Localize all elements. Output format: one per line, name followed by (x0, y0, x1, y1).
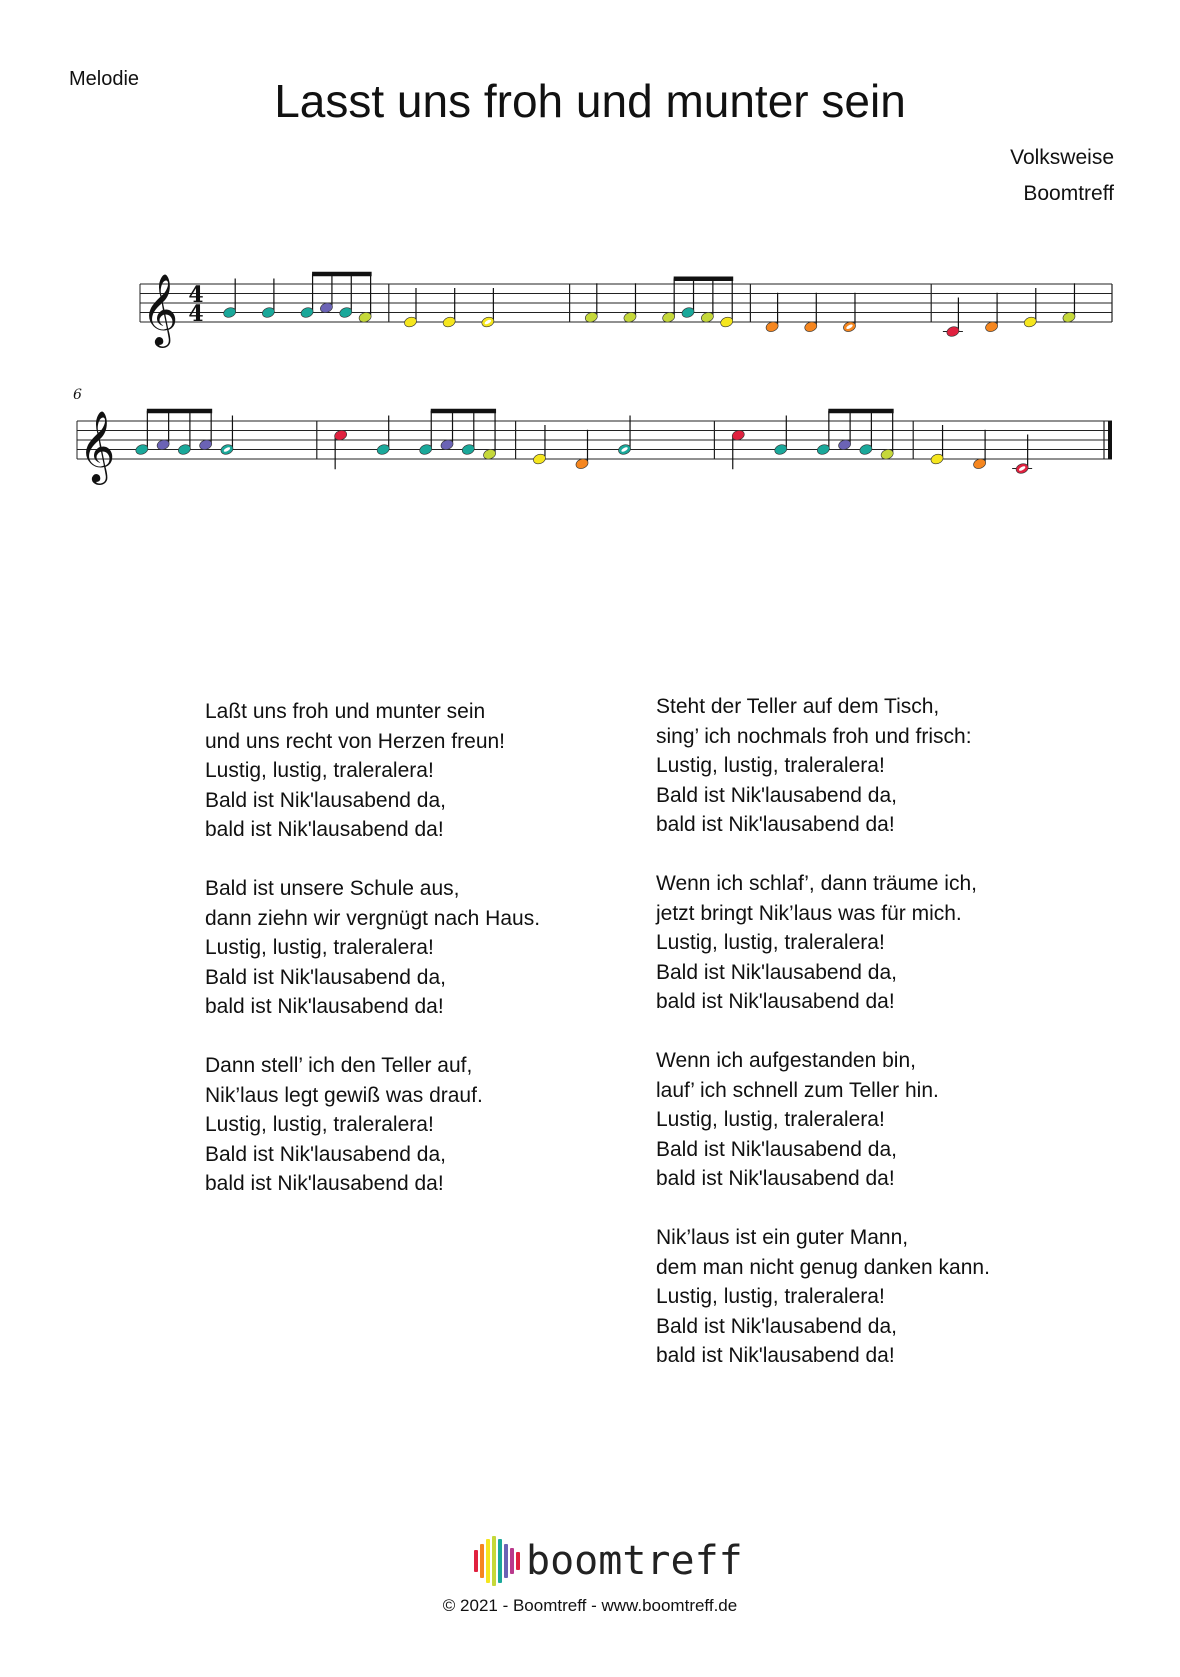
lyrics-stanza (656, 1223, 990, 1371)
lyrics-line: bald ist Nik'lausabend da! (205, 818, 444, 841)
note-beam (431, 409, 496, 414)
lyrics-line: Lustig, lustig, traleralera! (205, 1113, 434, 1136)
lyrics-column-left (205, 697, 540, 1228)
logo-text: boomtreff (526, 1538, 743, 1584)
lyrics-line: Bald ist Nik'lausabend da, (656, 1137, 897, 1161)
logo-bar (504, 1544, 508, 1578)
lyrics-stanza (205, 697, 540, 845)
lyrics-line: bald ist Nik'lausabend da! (205, 995, 444, 1018)
lyrics-line: Lustig, lustig, traleralera! (656, 1108, 885, 1131)
lyrics-line: Dann stell’ ich den Teller auf, (205, 1054, 473, 1077)
logo-bar (486, 1539, 490, 1583)
lyrics-stanza (656, 692, 990, 840)
lyrics-line: Bald ist Nik'lausabend da, (656, 960, 897, 984)
lyrics-line: bald ist Nik'lausabend da! (656, 813, 895, 836)
treble-clef-icon: 𝄞 (78, 409, 116, 482)
treble-clef-icon: 𝄞 (141, 272, 179, 345)
lyrics-stanza (205, 1051, 540, 1199)
lyrics-line: Wenn ich schlaf’, dann träume ich, (656, 872, 977, 895)
arranger-label: Boomtreff (1023, 182, 1114, 205)
time-signature-bottom: 4 (188, 301, 204, 327)
lyrics-line: Lustig, lustig, traleralera! (205, 936, 434, 959)
lyrics-line: Steht der Teller auf dem Tisch, (656, 695, 940, 718)
lyrics-line: und uns recht von Herzen freun! (205, 729, 506, 753)
lyrics-stanza (656, 869, 990, 1017)
lyrics-line: Wenn ich aufgestanden bin, (656, 1049, 916, 1072)
lyrics-stanza (205, 874, 540, 1022)
logo-bar (498, 1539, 502, 1583)
note-beam (312, 272, 372, 277)
logo-bar (492, 1536, 496, 1586)
lyrics-line: dem man nicht genug danken kann. (656, 1255, 990, 1279)
lyrics-line: sing’ ich nochmals froh und frisch: (656, 724, 972, 748)
time-signature-top: 4 (188, 282, 204, 308)
lyrics-line: bald ist Nik'lausabend da! (656, 1344, 895, 1367)
lyrics-line: bald ist Nik'lausabend da! (656, 1167, 895, 1190)
lyrics-line: Laßt uns froh und munter sein (205, 700, 486, 723)
logo-bar (474, 1550, 478, 1572)
lyrics-line: bald ist Nik'lausabend da! (656, 990, 895, 1013)
logo-bar (480, 1544, 484, 1578)
lyrics-line: jetzt bringt Nik’laus was für mich. (656, 901, 962, 925)
lyrics-line: dann ziehn wir vergnügt nach Haus. (205, 906, 541, 930)
logo-bar (510, 1548, 514, 1574)
lyrics-line: Bald ist Nik'lausabend da, (205, 788, 446, 812)
logo-bar (516, 1552, 520, 1570)
lyrics-line: Nik’laus ist ein guter Mann, (656, 1226, 909, 1249)
lyrics-line: Lustig, lustig, traleralera! (205, 759, 434, 782)
lyrics-line: Bald ist unsere Schule aus, (205, 877, 460, 900)
final-barline-thick (1108, 421, 1112, 459)
lyrics-line: Bald ist Nik'lausabend da, (656, 1314, 897, 1338)
instrument-label: Melodie (69, 68, 140, 90)
lyrics-line: Lustig, lustig, traleralera! (656, 1285, 885, 1308)
lyrics-line: Bald ist Nik'lausabend da, (205, 965, 446, 989)
composer-label: Volksweise (1010, 146, 1114, 169)
boomtreff-logo (474, 1536, 743, 1586)
note-beam (828, 409, 893, 414)
note-beam (674, 277, 734, 282)
song-title: Lasst uns froh und munter sein (274, 75, 906, 127)
lyrics-line: Nik’laus legt gewiß was drauf. (205, 1083, 483, 1107)
lyrics-line: Lustig, lustig, traleralera! (656, 754, 885, 777)
music-score (0, 0, 1180, 560)
note-beam (147, 409, 212, 414)
logo-bars-icon (474, 1536, 522, 1586)
lyrics-column-right (656, 692, 990, 1400)
lyrics-line: Bald ist Nik'lausabend da, (205, 1142, 446, 1166)
lyrics-stanza (656, 1046, 990, 1194)
lyrics-line: bald ist Nik'lausabend da! (205, 1172, 444, 1195)
lyrics-line: Lustig, lustig, traleralera! (656, 931, 885, 954)
copyright-notice: © 2021 - Boomtreff - www.boomtreff.de (442, 1596, 738, 1615)
lyrics-line: Bald ist Nik'lausabend da, (656, 783, 897, 807)
measure-number: 6 (73, 387, 82, 403)
lyrics-line: lauf’ ich schnell zum Teller hin. (656, 1078, 939, 1102)
